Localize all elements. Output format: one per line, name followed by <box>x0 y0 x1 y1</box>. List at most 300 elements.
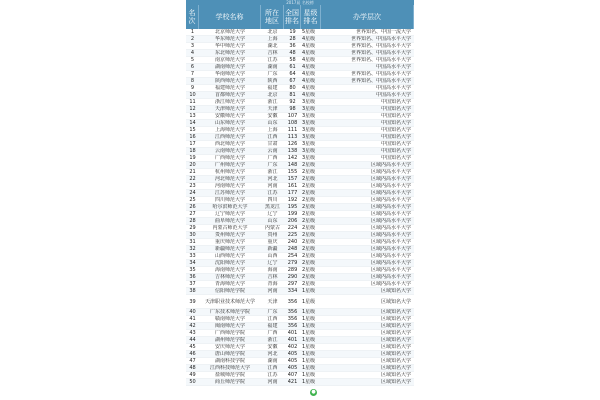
cell-school-level: 区域知名大学 <box>380 372 411 378</box>
cell-region: 湖北 <box>267 43 278 49</box>
cell-national-rank: 240 <box>287 239 298 245</box>
table-row <box>186 197 414 204</box>
cell-national-rank: 421 <box>287 379 298 385</box>
cell-region: 湖南 <box>267 64 278 70</box>
cell-national-rank: 28 <box>289 36 296 42</box>
cell-national-rank: 107 <box>287 113 298 119</box>
cell-school-name: 闽南师范大学 <box>214 323 245 329</box>
table-row <box>186 211 414 218</box>
cell-national-rank: 356 <box>287 298 298 305</box>
cell-region: 安徽 <box>267 113 278 119</box>
cell-rank-no: 30 <box>189 232 196 238</box>
table-row <box>186 218 414 225</box>
cell-school-level: 中国知名大学 <box>380 141 411 147</box>
cell-star-rank: 2星级 <box>302 225 316 231</box>
cell-rank-no: 24 <box>189 190 196 196</box>
table-row <box>186 134 414 141</box>
cell-school-name: 江西科技师范大学 <box>209 365 250 371</box>
cell-star-rank: 2星级 <box>302 267 316 273</box>
cell-school-name: 吉林师范大学 <box>214 274 245 280</box>
cell-school-name: 浙江师范大学 <box>214 99 245 105</box>
table-row <box>186 43 414 50</box>
cell-rank-no: 31 <box>189 239 196 245</box>
cell-national-rank: 111 <box>287 127 298 133</box>
cell-school-level: 区域知名大学 <box>380 351 411 357</box>
table-row <box>186 78 414 85</box>
cell-school-level: 区域知名大学 <box>380 344 411 350</box>
table-row <box>186 232 414 239</box>
cell-region: 天津 <box>267 298 278 305</box>
cell-star-rank: 3星级 <box>302 113 316 119</box>
table-banner: 2017届 名校榜 <box>186 0 414 5</box>
cell-region: 安徽 <box>267 344 278 350</box>
cell-national-rank: 356 <box>287 323 298 329</box>
cell-rank-no: 45 <box>189 344 196 350</box>
cell-national-rank: 148 <box>287 162 298 168</box>
cell-school-level: 区域内高水平大学 <box>370 176 411 182</box>
cell-school-level: 区域内高水平大学 <box>370 267 411 273</box>
table-header <box>186 5 414 29</box>
cell-rank-no: 10 <box>189 92 196 98</box>
cell-region: 浙江 <box>267 99 278 105</box>
cell-school-level: 区域内高水平大学 <box>370 281 411 287</box>
cell-school-name: 湖南师范大学 <box>214 64 245 70</box>
table-row <box>186 176 414 183</box>
cell-region: 河南 <box>267 288 278 294</box>
cell-school-level: 中国知名大学 <box>380 106 411 112</box>
cell-school-level: 区域内高水平大学 <box>370 183 411 189</box>
cell-national-rank: 64 <box>289 71 296 77</box>
cell-school-name: 重庆师范大学 <box>214 239 245 245</box>
cell-school-name: 山西师范大学 <box>214 253 245 259</box>
cell-rank-no: 7 <box>190 71 195 77</box>
cell-star-rank: 3星级 <box>302 99 316 105</box>
cell-school-name: 华南师范大学 <box>214 71 245 77</box>
header-star-rank: 星级排名 <box>301 5 321 29</box>
cell-national-rank: 356 <box>287 316 298 322</box>
wechat-icon: ● <box>311 389 316 395</box>
header-national-rank: 全国排名 <box>284 5 301 29</box>
cell-school-name: 河南师范大学 <box>214 183 245 189</box>
cell-rank-no: 16 <box>189 134 196 140</box>
cell-region: 浙江 <box>267 169 278 175</box>
cell-school-name: 新疆师范大学 <box>214 246 245 252</box>
cell-school-name: 贵州师范大学 <box>214 232 245 238</box>
cell-national-rank: 334 <box>287 288 298 294</box>
cell-region: 浙江 <box>267 337 278 343</box>
cell-school-level: 世界知名、中国高水平大学 <box>350 71 411 77</box>
cell-star-rank: 2星级 <box>302 239 316 245</box>
cell-school-level: 区域内高水平大学 <box>370 190 411 196</box>
cell-star-rank: 2星级 <box>302 232 316 238</box>
cell-school-level: 区域知名大学 <box>380 337 411 343</box>
cell-rank-no: 28 <box>189 218 196 224</box>
cell-school-level: 中国知名大学 <box>380 120 411 126</box>
cell-school-level: 区域知名大学 <box>380 316 411 322</box>
table-row <box>186 183 414 190</box>
cell-region: 广西 <box>267 155 278 161</box>
cell-region: 江苏 <box>267 57 278 63</box>
cell-school-level: 区域知名大学 <box>380 288 411 294</box>
cell-star-rank: 5星级 <box>302 29 316 35</box>
cell-star-rank: 1星级 <box>302 337 316 343</box>
cell-national-rank: 356 <box>287 309 298 315</box>
cell-school-level: 区域内高水平大学 <box>370 232 411 238</box>
cell-school-name: 广西师范大学 <box>214 155 245 161</box>
cell-rank-no: 43 <box>189 330 196 336</box>
cell-school-name: 信阳师范学院 <box>214 288 245 294</box>
table-row <box>186 358 414 365</box>
cell-school-name: 南京师范大学 <box>214 57 245 63</box>
cell-star-rank: 2星级 <box>302 274 316 280</box>
cell-rank-no: 41 <box>189 316 196 322</box>
cell-star-rank: 2星级 <box>302 176 316 182</box>
table-row <box>186 120 414 127</box>
cell-region: 上海 <box>267 36 278 42</box>
cell-national-rank: 177 <box>287 190 298 196</box>
table-row <box>186 295 414 309</box>
cell-region: 广东 <box>267 309 278 315</box>
cell-star-rank: 3星级 <box>302 106 316 112</box>
cell-rank-no: 4 <box>190 50 195 56</box>
cell-rank-no: 9 <box>190 85 195 91</box>
cell-star-rank: 2星级 <box>302 281 316 287</box>
cell-star-rank: 1星级 <box>302 288 316 294</box>
cell-rank-no: 36 <box>189 274 196 280</box>
cell-region: 云南 <box>267 148 278 154</box>
cell-rank-no: 49 <box>189 372 196 378</box>
cell-school-level: 区域内高水平大学 <box>370 239 411 245</box>
cell-school-name: 江苏师范大学 <box>214 190 245 196</box>
cell-national-rank: 224 <box>287 225 298 231</box>
cell-region: 辽宁 <box>267 260 278 266</box>
cell-school-level: 区域知名大学 <box>380 298 411 305</box>
cell-school-name: 湖州师范学院 <box>214 337 245 343</box>
cell-star-rank: 4星级 <box>302 85 316 91</box>
cell-rank-no: 6 <box>190 64 195 70</box>
table-row <box>186 309 414 316</box>
cell-school-name: 辽宁师范大学 <box>214 211 245 217</box>
table-row <box>186 190 414 197</box>
cell-rank-no: 47 <box>189 358 196 364</box>
cell-rank-no: 21 <box>189 169 196 175</box>
cell-national-rank: 248 <box>287 246 298 252</box>
cell-national-rank: 405 <box>287 351 298 357</box>
cell-school-level: 区域知名大学 <box>380 379 411 385</box>
cell-rank-no: 18 <box>189 148 196 154</box>
cell-national-rank: 155 <box>287 169 298 175</box>
cell-school-level: 区域知名大学 <box>380 365 411 371</box>
cell-national-rank: 81 <box>289 92 296 98</box>
cell-rank-no: 32 <box>189 246 196 252</box>
table-row <box>186 337 414 344</box>
table-row <box>186 50 414 57</box>
cell-region: 江苏 <box>267 372 278 378</box>
cell-national-rank: 161 <box>287 183 298 189</box>
cell-region: 新疆 <box>267 246 278 252</box>
cell-school-name: 沈阳师范大学 <box>214 260 245 266</box>
cell-region: 江西 <box>267 316 278 322</box>
cell-region: 青海 <box>267 281 278 287</box>
cell-school-level: 区域内高水平大学 <box>370 260 411 266</box>
cell-national-rank: 157 <box>287 176 298 182</box>
cell-region: 四川 <box>267 197 278 203</box>
cell-school-name: 陕西师范大学 <box>214 78 245 84</box>
cell-school-name: 天津职业技术师范大学 <box>204 298 255 305</box>
ranking-table <box>186 0 414 400</box>
cell-school-level: 区域内高水平大学 <box>370 218 411 224</box>
cell-rank-no: 42 <box>189 323 196 329</box>
cell-star-rank: 4星级 <box>302 78 316 84</box>
cell-star-rank: 1星级 <box>302 365 316 371</box>
cell-school-name: 哈尔滨师范大学 <box>212 204 248 210</box>
cell-region: 北京 <box>267 29 278 35</box>
cell-school-level: 世界知名、中国高水平大学 <box>350 78 411 84</box>
table-row <box>186 99 414 106</box>
cell-national-rank: 80 <box>289 85 296 91</box>
cell-star-rank: 2星级 <box>302 211 316 217</box>
cell-region: 山东 <box>267 120 278 126</box>
cell-national-rank: 407 <box>287 372 298 378</box>
cell-national-rank: 108 <box>287 120 298 126</box>
cell-rank-no: 50 <box>189 379 196 385</box>
cell-school-name: 广东技术师范学院 <box>209 309 250 315</box>
cell-national-rank: 401 <box>287 330 298 336</box>
table-row <box>186 246 414 253</box>
table-row <box>186 288 414 295</box>
cell-region: 广西 <box>267 330 278 336</box>
cell-star-rank: 2星级 <box>302 197 316 203</box>
cell-region: 江西 <box>267 134 278 140</box>
table-row <box>186 253 414 260</box>
cell-rank-no: 37 <box>189 281 196 287</box>
cell-national-rank: 142 <box>287 155 298 161</box>
table-row <box>186 148 414 155</box>
cell-star-rank: 1星级 <box>302 309 316 315</box>
cell-national-rank: 401 <box>287 337 298 343</box>
cell-rank-no: 1 <box>190 29 195 35</box>
cell-star-rank: 2星级 <box>302 260 316 266</box>
cell-school-name: 曲阜师范大学 <box>214 218 245 224</box>
cell-rank-no: 33 <box>189 253 196 259</box>
cell-star-rank: 1星级 <box>302 298 316 305</box>
cell-national-rank: 61 <box>289 64 296 70</box>
cell-national-rank: 98 <box>289 106 296 112</box>
cell-region: 上海 <box>267 127 278 133</box>
cell-region: 山东 <box>267 218 278 224</box>
cell-region: 吉林 <box>267 50 278 56</box>
cell-region: 海南 <box>267 267 278 273</box>
cell-school-level: 区域知名大学 <box>380 323 411 329</box>
cell-region: 湖南 <box>267 358 278 364</box>
cell-school-name: 赣南师范大学 <box>214 316 245 322</box>
cell-national-rank: 19 <box>289 29 296 35</box>
cell-region: 天津 <box>267 106 278 112</box>
cell-national-rank: 113 <box>287 134 298 140</box>
cell-region: 河南 <box>267 379 278 385</box>
cell-national-rank: 225 <box>287 232 298 238</box>
table-row <box>186 281 414 288</box>
cell-star-rank: 1星级 <box>302 344 316 350</box>
cell-rank-no: 2 <box>190 36 195 42</box>
cell-rank-no: 8 <box>190 78 195 84</box>
cell-star-rank: 1星级 <box>302 330 316 336</box>
cell-national-rank: 126 <box>287 141 298 147</box>
cell-rank-no: 14 <box>189 120 196 126</box>
cell-national-rank: 92 <box>289 99 296 105</box>
cell-school-level: 区域知名大学 <box>380 330 411 336</box>
cell-region: 辽宁 <box>267 211 278 217</box>
cell-school-name: 安庆师范大学 <box>214 344 245 350</box>
cell-school-name: 华东师范大学 <box>214 36 245 42</box>
cell-star-rank: 1星级 <box>302 358 316 364</box>
table-row <box>186 323 414 330</box>
cell-rank-no: 29 <box>189 225 196 231</box>
cell-school-name: 首都师范大学 <box>214 92 245 98</box>
cell-national-rank: 289 <box>287 267 298 273</box>
cell-school-name: 青海师范大学 <box>214 281 245 287</box>
cell-school-level: 区域内高水平大学 <box>370 162 411 168</box>
cell-national-rank: 67 <box>289 78 296 84</box>
cell-star-rank: 2星级 <box>302 253 316 259</box>
cell-star-rank: 3星级 <box>302 134 316 140</box>
table-row <box>186 29 414 36</box>
cell-school-name: 西北师范大学 <box>214 141 245 147</box>
cell-school-level: 中国知名大学 <box>380 99 411 105</box>
cell-school-name: 云南师范大学 <box>214 148 245 154</box>
cell-star-rank: 2星级 <box>302 204 316 210</box>
cell-star-rank: 2星级 <box>302 246 316 252</box>
cell-school-level: 中国高水平大学 <box>375 85 411 91</box>
table-row <box>186 344 414 351</box>
cell-rank-no: 38 <box>189 288 196 294</box>
cell-school-name: 北京师范大学 <box>214 29 245 35</box>
cell-rank-no: 46 <box>189 351 196 357</box>
cell-school-level: 世界知名、中国一流大学 <box>355 29 411 35</box>
cell-rank-no: 25 <box>189 197 196 203</box>
cell-star-rank: 4星级 <box>302 50 316 56</box>
cell-school-name: 上海师范大学 <box>214 127 245 133</box>
table-row <box>186 204 414 211</box>
cell-school-level: 中国知名大学 <box>380 148 411 154</box>
cell-region: 吉林 <box>267 274 278 280</box>
table-row <box>186 92 414 99</box>
cell-national-rank: 279 <box>287 260 298 266</box>
cell-school-level: 区域内高水平大学 <box>370 169 411 175</box>
cell-star-rank: 1星级 <box>302 323 316 329</box>
table-row <box>186 274 414 281</box>
cell-star-rank: 4星级 <box>302 36 316 42</box>
cell-school-name: 华中师范大学 <box>214 43 245 49</box>
cell-star-rank: 4星级 <box>302 64 316 70</box>
cell-school-level: 中国知名大学 <box>380 127 411 133</box>
cell-region: 广东 <box>267 71 278 77</box>
cell-school-level: 区域内高水平大学 <box>370 225 411 231</box>
cell-school-level: 中国知名大学 <box>380 155 411 161</box>
cell-national-rank: 206 <box>287 218 298 224</box>
cell-national-rank: 192 <box>287 197 298 203</box>
cell-school-name: 河北师范大学 <box>214 176 245 182</box>
cell-national-rank: 36 <box>289 43 296 49</box>
cell-school-name: 广西师范学院 <box>214 330 245 336</box>
cell-star-rank: 2星级 <box>302 190 316 196</box>
cell-star-rank: 2星级 <box>302 162 316 168</box>
table-row <box>186 372 414 379</box>
cell-rank-no: 35 <box>189 267 196 273</box>
cell-school-level: 区域内高水平大学 <box>370 211 411 217</box>
cell-region: 重庆 <box>267 239 278 245</box>
cell-school-name: 天津师范大学 <box>214 106 245 112</box>
cell-region: 北京 <box>267 92 278 98</box>
cell-national-rank: 402 <box>287 344 298 350</box>
cell-national-rank: 138 <box>287 148 298 154</box>
cell-school-name: 湖南科技学院 <box>214 358 245 364</box>
cell-rank-no: 20 <box>189 162 196 168</box>
cell-school-name: 内蒙古师范大学 <box>212 225 248 231</box>
cell-school-name: 杭州师范大学 <box>214 169 245 175</box>
cell-school-level: 区域内高水平大学 <box>370 246 411 252</box>
cell-rank-no: 40 <box>189 309 196 315</box>
table-row <box>186 106 414 113</box>
cell-national-rank: 195 <box>287 204 298 210</box>
table-row <box>186 141 414 148</box>
table-row <box>186 155 414 162</box>
cell-school-level: 区域内高水平大学 <box>370 197 411 203</box>
cell-national-rank: 48 <box>289 50 296 56</box>
cell-school-name: 四川师范大学 <box>214 197 245 203</box>
cell-star-rank: 2星级 <box>302 183 316 189</box>
cell-star-rank: 2星级 <box>302 218 316 224</box>
table-row <box>186 162 414 169</box>
cell-national-rank: 58 <box>289 57 296 63</box>
cell-rank-no: 12 <box>189 106 196 112</box>
cell-national-rank: 254 <box>287 253 298 259</box>
cell-star-rank: 3星级 <box>302 148 316 154</box>
cell-star-rank: 1星级 <box>302 351 316 357</box>
cell-rank-no: 26 <box>189 204 196 210</box>
cell-school-level: 区域内高水平大学 <box>370 274 411 280</box>
cell-star-rank: 3星级 <box>302 127 316 133</box>
cell-national-rank: 405 <box>287 358 298 364</box>
table-row <box>186 64 414 71</box>
cell-school-level: 世界知名、中国高水平大学 <box>350 50 411 56</box>
cell-region: 河北 <box>267 351 278 357</box>
cell-region: 山西 <box>267 253 278 259</box>
cell-rank-no: 39 <box>189 298 196 305</box>
cell-region: 河北 <box>267 176 278 182</box>
table-row <box>186 169 414 176</box>
cell-rank-no: 3 <box>190 43 195 49</box>
cell-rank-no: 23 <box>189 183 196 189</box>
cell-rank-no: 27 <box>189 211 196 217</box>
table-row <box>186 260 414 267</box>
table-body <box>186 29 414 400</box>
cell-star-rank: 3星级 <box>302 155 316 161</box>
cell-rank-no: 11 <box>189 99 196 105</box>
cell-school-name: 山东师范大学 <box>214 120 245 126</box>
cell-star-rank: 3星级 <box>302 120 316 126</box>
header-school-name: 学校名称 <box>199 5 261 29</box>
table-row <box>186 127 414 134</box>
table-row <box>186 113 414 120</box>
cell-star-rank: 4星级 <box>302 43 316 49</box>
cell-school-name: 福建师范大学 <box>214 85 245 91</box>
cell-school-name: 江西师范大学 <box>214 134 245 140</box>
table-row <box>186 379 414 386</box>
cell-school-level: 世界知名、中国高水平大学 <box>350 36 411 42</box>
cell-rank-no: 34 <box>189 260 196 266</box>
cell-rank-no: 48 <box>189 365 196 371</box>
